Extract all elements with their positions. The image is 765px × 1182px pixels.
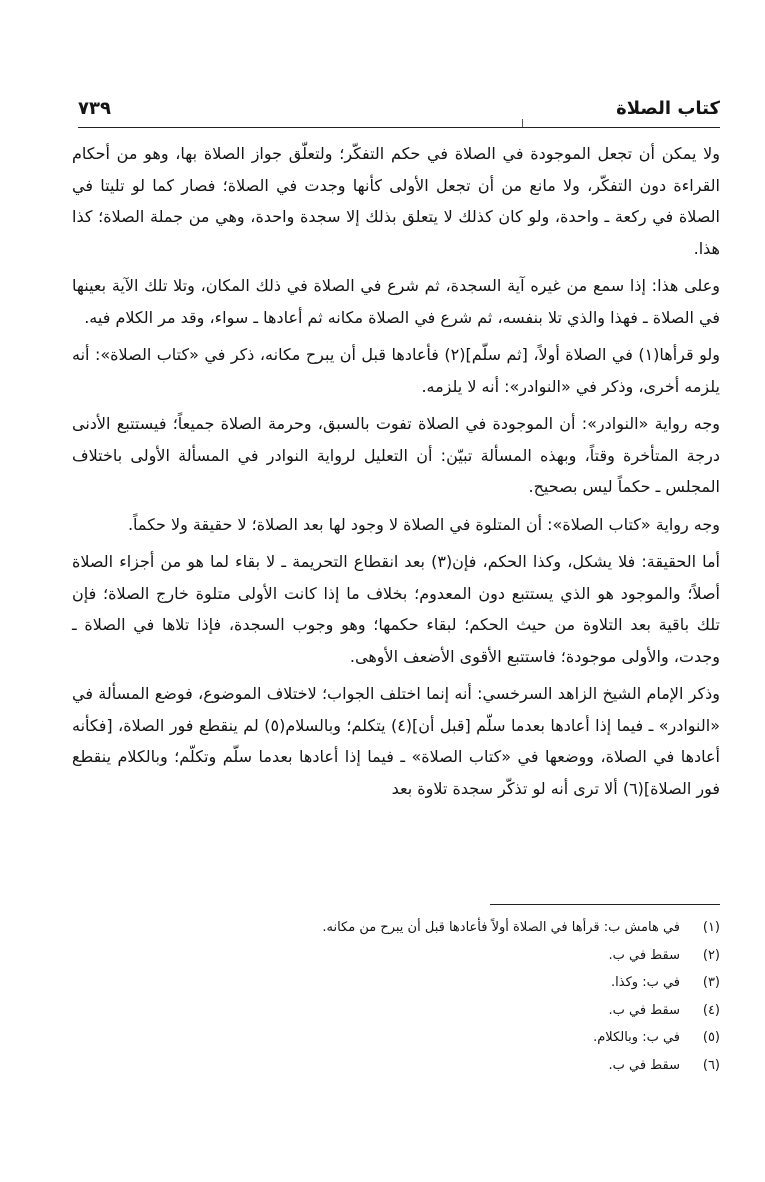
- footnote-number: (٦): [702, 1057, 720, 1073]
- footnote-text: سقط في ب.: [608, 1057, 680, 1073]
- footnote-number: (١): [702, 920, 720, 935]
- paragraph: وذكر الإمام الشيخ الزاهد السرخسي: أنه إنما اختلف الجواب؛ لاختلاف الموضوع، فوضع المسألة في «النوادر» ـ فيما إذا أعادها بعدما سلّم [قبل أن](٤) يتكلم؛ وبالسلام(٥) لم ينقطع فور الصلاة، [فكأنه أعادها في الصلاة، ووضعها في «كتاب الصلاة» ـ فيما إذا أعادها بعدما سلّم وتكلّم؛ وبالكلام ينقطع فور الصلاة](٦) ألا ترى أنه لو تذكّر سجدة تلاوة بعد: [72, 684, 720, 798]
- footnote-number: (٣): [702, 975, 720, 990]
- header-rule: [78, 127, 720, 128]
- footnote: [160, 997, 720, 1025]
- footnote-text: سقط في ب.: [608, 1002, 680, 1018]
- footnote: [160, 969, 720, 997]
- footnote-separator: [490, 904, 720, 905]
- paragraph: وعلى هذا: إذا سمع من غيره آية السجدة، ثم شرع في الصلاة في ذلك المكان، وتلا تلك الآية بعينها في الصلاة ـ فهذا والذي تلا بنفسه، ثم شرع في الصلاة مكانه ثم أعادها ـ سواء، وقد مر الكلام فيه.: [72, 276, 720, 327]
- running-title: كتاب الصلاة: [616, 97, 720, 119]
- page-header: [78, 94, 720, 122]
- paragraph: أما الحقيقة: فلا يشكل، وكذا الحكم، فإن(٣) بعد انقطاع التحريمة ـ لا بقاء لما هو من أجزاء الصلاة أصلاً؛ والموجود هو الذي يستتبع دون المعدوم؛ بخلاف ما إذا كانت الأولى متلوة خارج الصلاة؛ فإن تلك باقية بعد التلاوة من حيث الحكم؛ لبقاء حكمها؛ وهو وجوب السجدة، فإذا تلاها في الصلاة ـ وجدت، والأولى موجودة؛ فاستتبع الأقوى الأضعف الأوهى.: [72, 552, 721, 666]
- footnote: [160, 914, 720, 942]
- footnote-number: (٢): [702, 947, 720, 963]
- footnotes: [160, 914, 720, 1079]
- footnote-text: في هامش ب: قرأها في الصلاة أولاً فأعادها قبل أن يبرح من مكانه.: [322, 920, 680, 935]
- footnote-text: في ب: وبالكلام.: [593, 1030, 680, 1045]
- footnote-text: سقط في ب.: [608, 947, 680, 963]
- body-text: [72, 138, 720, 810]
- footnote: [160, 942, 720, 970]
- paragraph: ولو قرأها(١) في الصلاة أولاً، [ثم سلّم](٢) فأعادها قبل أن يبرح مكانه، ذكر في «كتاب الصلاة»: أنه يلزمه أخرى، وذكر في «النوادر»: أنه لا يلزمه.: [72, 345, 720, 396]
- paragraph: وجه رواية «النوادر»: أن الموجودة في الصلاة تفوت بالسبق، وحرمة الصلاة جميعاً؛ فيستتبع الأدنى درجة المتأخرة وقتاً، وبهذه المسألة تبيّن: أن التعليل لرواية النوادر في المسألة الأولى باختلاف المجلس ـ حكماً ليس بصحيح.: [72, 414, 720, 496]
- paragraph: ولا يمكن أن تجعل الموجودة في الصلاة في حكم التفكّر؛ ولتعلّق جواز الصلاة بها، وهو من أحكام القراءة دون التفكّر، ولا مانع من أن تجعل الأولى كأنها وجدت في الصلاة؛ فصار كما لو تليتا في الصلاة في ركعة ـ واحدة، ولو كان كذلك لا يتعلق بذلك إلا سجدة واحدة، وهي من جملة الصلاة؛ كذا هذا.: [72, 144, 720, 258]
- footnote: [160, 1052, 720, 1080]
- footnote: [160, 1024, 720, 1052]
- footnote-number: (٥): [702, 1030, 720, 1045]
- footnote-text: في ب: وكذا.: [611, 975, 680, 990]
- paragraph: وجه رواية «كتاب الصلاة»: أن المتلوة في الصلاة لا وجود لها بعد الصلاة؛ لا حقيقة ولا حكماً.: [127, 514, 720, 534]
- footnote-number: (٤): [702, 1002, 720, 1018]
- page-number: ٧٣٩: [78, 97, 111, 119]
